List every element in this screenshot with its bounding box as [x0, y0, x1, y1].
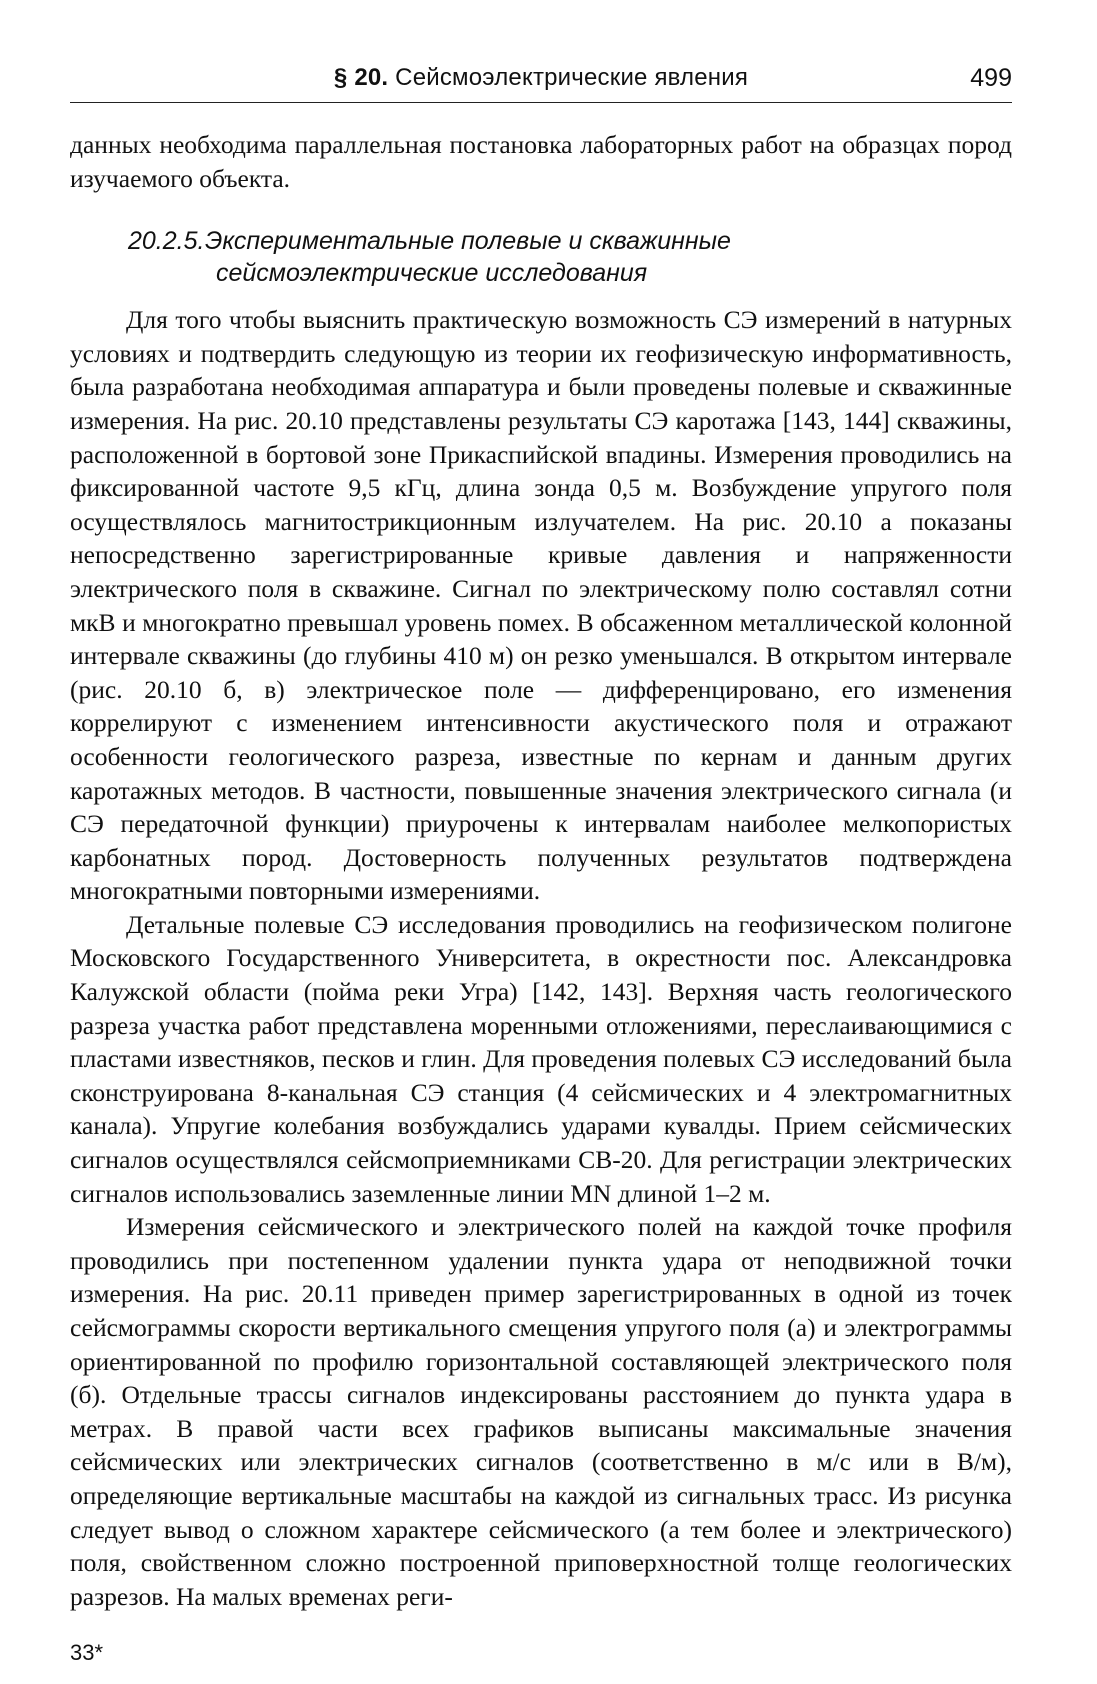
paragraph-3: Измерения сейсмического и электрического полей на каждой точке профиля проводились при постепенном удалении пункта удара от неподвижной точки измерения. На рис. 20.11 приведен пример зарегистрированных в одной из точек сейсмограммы скорости вертикального смещения упругого поля (а) и электрограммы ориентированной по профилю горизонтальной составляющей электрического поля (б). Отдельные трассы сигналов индексированы расстоянием до пункта удара в метрах. В правой части всех графиков выписаны максимальные значения сейсмических или электрических сигналов (соответственно в м/с или в В/м), определяющие вертикальные масштабы на каждой из сигнальных трасс. Из рисунка следует вывод о сложном характере сейсмического (а тем более и электрического) поля, свойственном сложно построенной приповерхностной толще геологических разрезов. На малых временах реги-: [70, 1212, 1012, 1611]
page-number: 499: [970, 64, 1012, 92]
section-title: Сейсмоэлектрические явления: [395, 64, 749, 91]
section-title-line-1: Экспериментальные полевые и скважинные: [205, 227, 731, 256]
running-title: [70, 64, 1012, 92]
page-body: [70, 128, 1012, 1613]
section-title-line-2: сейсмоэлектрические исследования: [216, 259, 648, 288]
running-head: [70, 58, 1012, 103]
section-heading-line-1: [70, 225, 1012, 257]
page-signature: 33*: [70, 1640, 104, 1665]
paragraph-1: Для того чтобы выяснить практическую возможность СЭ измерений в натурных условиях и подтвердить следующую из теории их геофизическую информативность, была разработана необходимая аппаратура и были проведены полевые и скважинные измерения. На рис. 20.10 представлены результаты СЭ каротажа [143, 144] скважины, расположенной в бортовой зоне Прикаспийской впадины. Измерения проводились на фиксированной частоте 9,5 кГц, длина зонда 0,5 м. Возбуждение упругого поля осуществлялось магнитострикционным излучателем. На рис. 20.10 а показаны непосредственно зарегистрированные кривые давления и напряженности электрического поля в скважине. Сигнал по электрическому полю составлял сотни мкВ и многократно превышал уровень помех. В обсаженном металлической колонной интервале скважины (до глубины 410 м) он резко уменьшался. В открытом интервале (рис. 20.10 б, в) электрическое поле — дифференцировано, его изменения коррелируют с изменением интенсивности акустического поля и отражают особенности геологического разреза, известные по кернам и данным других каротажных методов. В частности, повышенные значения электрического сигнала (и СЭ передаточной функции) приурочены к интервалам наиболее мелкопористых карбонатных пород. Достоверность полученных результатов подтверждена многократными повторными измерениями.: [70, 305, 1012, 906]
section-heading: [70, 225, 1012, 289]
section-mark: § 20.: [333, 64, 389, 91]
intro-paragraph: данных необходима параллельная постановка лабораторных работ на образцах пород изучаемого объекта.: [70, 130, 1012, 193]
paragraph-2: Детальные полевые СЭ исследования проводились на геофизическом полигоне Московского Государственного Университета, в окрестности пос. Александровка Калужской области (пойма реки Угра) [142, 143]. Верхняя часть геологического разреза участка работ представлена моренными отложениями, переслаивающимися с пластами известняков, песков и глин. Для проведения полевых СЭ исследований была сконструирована 8-канальная СЭ станция (4 сейсмических и 4 электромагнитных канала). Упругие колебания возбуждались ударами кувалды. Прием сейсмических сигналов осуществлялся сейсмоприемниками СВ-20. Для регистрации электрических сигналов использовались заземленные линии MN длиной 1–2 м.: [70, 909, 1012, 1208]
section-number: 20.2.5.: [128, 227, 205, 256]
